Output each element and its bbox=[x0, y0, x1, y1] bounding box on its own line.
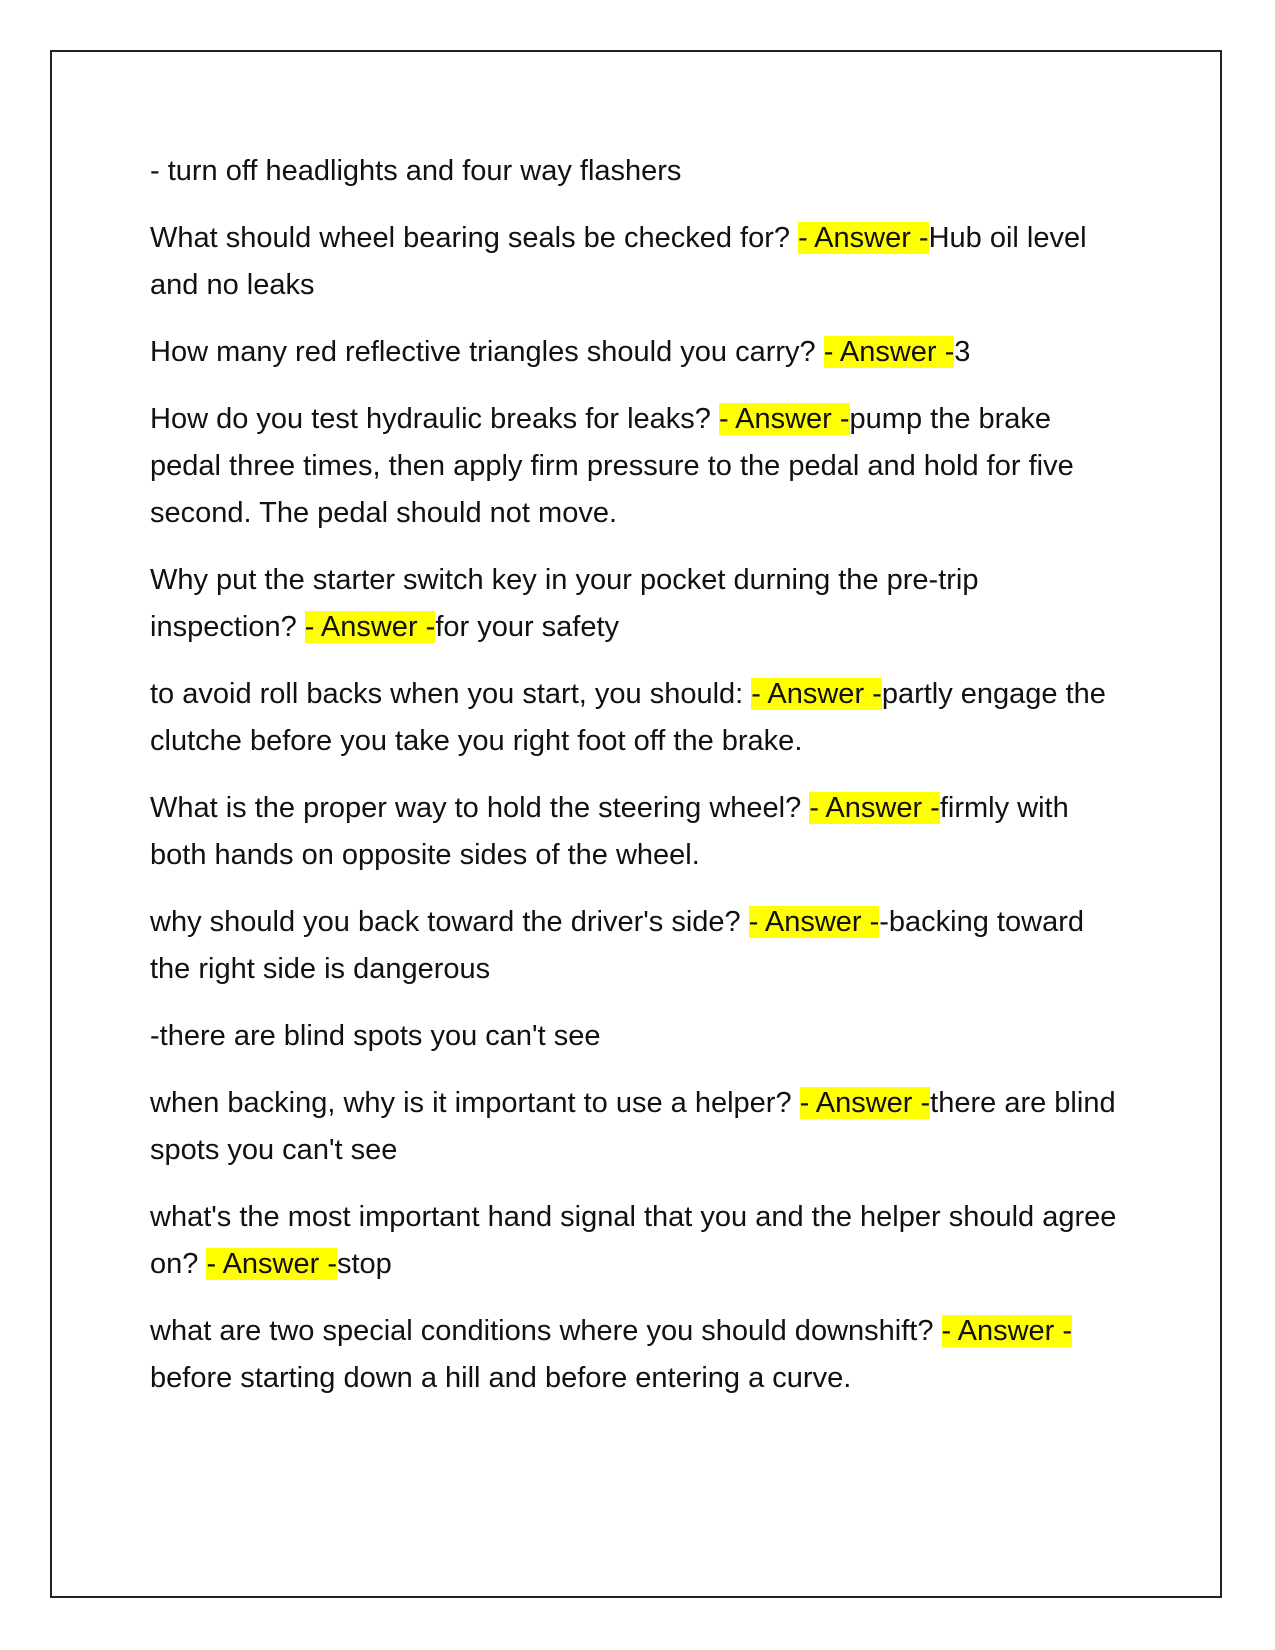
question-text: How many red reflective triangles should you carry? bbox=[150, 336, 824, 368]
question-text: when backing, why is it important to use a helper? bbox=[150, 1087, 800, 1119]
question-text: to avoid roll backs when you start, you should: bbox=[150, 678, 752, 710]
qa-paragraph bbox=[150, 1308, 1120, 1402]
qa-paragraph bbox=[150, 396, 1120, 537]
question-text: -there are blind spots you can't see bbox=[150, 1020, 601, 1052]
document-body bbox=[150, 148, 1120, 1422]
answer-text: for your safety bbox=[435, 611, 620, 643]
answer-marker: - Answer - bbox=[799, 1087, 931, 1119]
question-text: What is the proper way to hold the steering wheel? bbox=[150, 792, 810, 824]
answer-marker: - Answer - bbox=[206, 1248, 337, 1280]
answer-text: firmly with both hands on opposite sides of the wheel. bbox=[150, 792, 1069, 871]
qa-paragraph bbox=[150, 1080, 1120, 1174]
answer-marker: - Answer - bbox=[751, 678, 882, 710]
answer-marker: - Answer - bbox=[304, 611, 436, 643]
answer-marker: - Answer - bbox=[748, 906, 880, 938]
qa-paragraph bbox=[150, 671, 1120, 765]
qa-paragraph bbox=[150, 785, 1120, 879]
answer-marker: - Answer - bbox=[941, 1315, 1073, 1347]
answer-marker: - Answer - bbox=[823, 336, 955, 368]
qa-paragraph bbox=[150, 1194, 1120, 1288]
question-text: How do you test hydraulic breaks for leaks? bbox=[150, 403, 719, 435]
question-text: Why put the starter switch key in your pocket durning the pre-trip inspection? bbox=[150, 564, 979, 643]
question-text: what's the most important hand signal that you and the helper should agree on? bbox=[150, 1201, 1117, 1280]
question-text: what are two special conditions where you should downshift? bbox=[150, 1315, 942, 1347]
answer-marker: - Answer - bbox=[798, 222, 929, 254]
answer-text: before starting down a hill and before entering a curve. bbox=[150, 1362, 852, 1394]
answer-text: partly engage the clutche before you take you right foot off the brake. bbox=[150, 678, 1106, 757]
answer-text: pump the brake pedal three times, then apply firm pressure to the pedal and hold for five second. The pedal should not move. bbox=[150, 403, 1074, 529]
answer-text: there are blind spots you can't see bbox=[150, 1087, 1116, 1166]
paragraph bbox=[150, 1013, 1120, 1060]
question-text: What should wheel bearing seals be checked for? bbox=[150, 222, 799, 254]
answer-text: -backing toward the right side is dangerous bbox=[150, 906, 1084, 985]
question-text: - turn off headlights and four way flashers bbox=[150, 155, 682, 187]
answer-marker: - Answer - bbox=[809, 792, 940, 824]
answer-text: stop bbox=[336, 1248, 392, 1280]
qa-paragraph bbox=[150, 215, 1120, 309]
qa-paragraph bbox=[150, 329, 1120, 376]
answer-text: 3 bbox=[954, 336, 971, 368]
answer-marker: - Answer - bbox=[719, 403, 850, 435]
question-text: why should you back toward the driver's side? bbox=[150, 906, 749, 938]
paragraph bbox=[150, 148, 1120, 195]
answer-text: Hub oil level and no leaks bbox=[150, 222, 1087, 301]
qa-paragraph bbox=[150, 899, 1120, 993]
qa-paragraph bbox=[150, 557, 1120, 651]
